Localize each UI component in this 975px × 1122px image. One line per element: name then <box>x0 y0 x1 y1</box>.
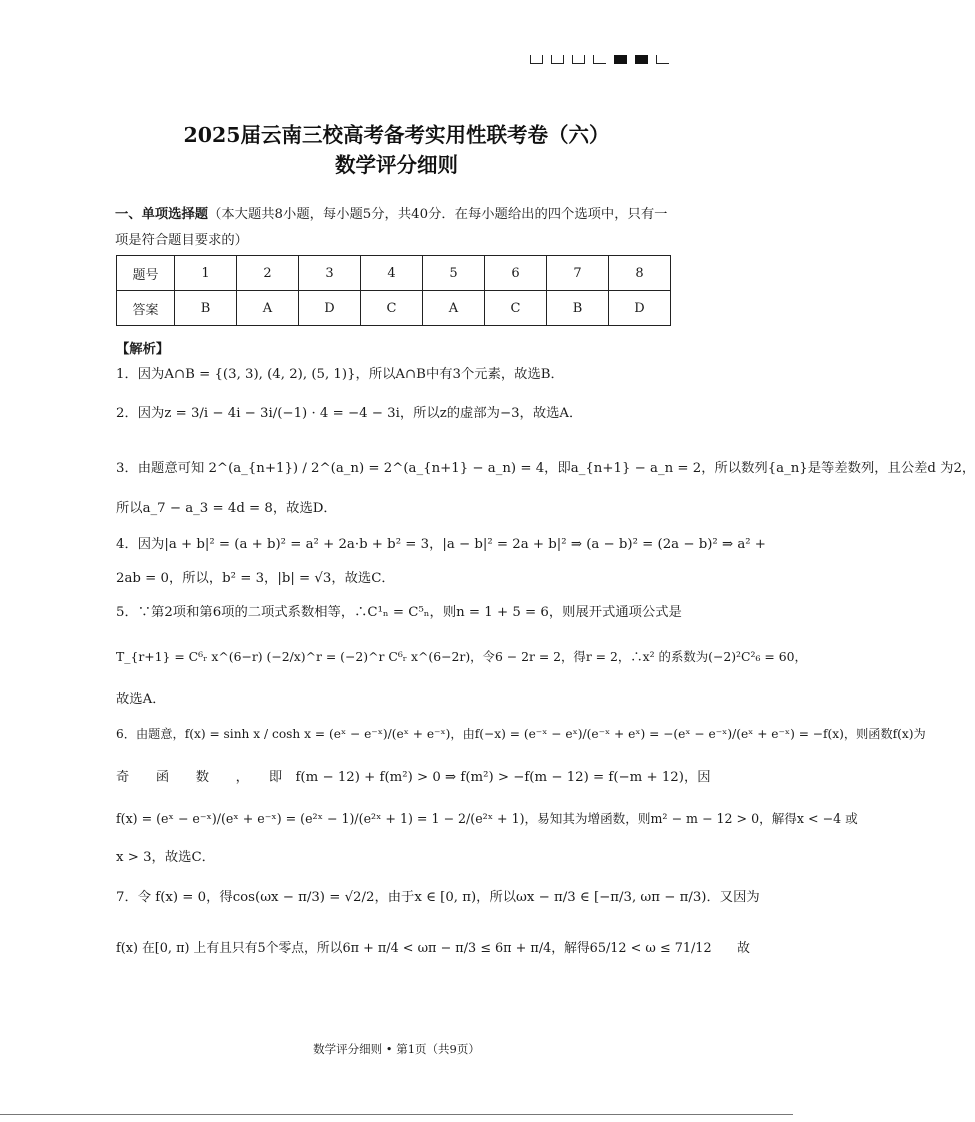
table-cell: 2 <box>237 256 299 291</box>
table-row-answers <box>117 291 671 326</box>
solution-5-line3: 故选A． <box>116 692 166 707</box>
solution-7-line1: 7．令 f(x) = 0，得cos(ωx − π/3) = √2/2，由于x ∈ [0, π)，所以ωx − π/3 ∈ [−π/3, ωπ − π/3)．又因为 <box>116 890 760 905</box>
bottom-divider <box>0 1114 793 1115</box>
mark-open <box>530 55 543 64</box>
table-cell-label: 题号 <box>117 256 175 291</box>
answer-table <box>116 255 671 326</box>
solution-6-line1: 6．由题意，f(x) = sinh x / cosh x = (eˣ − e⁻ˣ)/(eˣ + e⁻ˣ)，由f(−x) = (e⁻ˣ − eˣ)/(e⁻ˣ + eˣ) = −(eˣ − e⁻ˣ)/(eˣ + e⁻ˣ) = −f(x)，则函数f(x)为 <box>116 727 926 741</box>
solution-6-line2: 奇 函 数 ， 即 f(m − 12) + f(m²) > 0 ⇒ f(m²) > −f(m − 12) = f(−m + 12)，因 <box>116 770 711 785</box>
solution-6-line3: f(x) = (eˣ − e⁻ˣ)/(eˣ + e⁻ˣ) = (e²ˣ − 1)/(e²ˣ + 1) = 1 − 2/(e²ˣ + 1)，易知其为增函数，则m² − m − 12 > 0，解得x < −4 或 <box>116 811 858 826</box>
table-cell: 1 <box>175 256 237 291</box>
header-registration-marks <box>530 55 669 64</box>
table-cell: C <box>485 291 547 326</box>
solution-5-line1: 5．∵第2项和第6项的二项式系数相等，∴C¹ₙ = C⁵ₙ，则n = 1 + 5 = 6，则展开式通项公式是 <box>116 605 682 620</box>
solution-4-line1: 4．因为|a + b|² = (a + b)² = a² + 2a·b + b² = 3，|a − b|² = 2a + b|² ⇒ (a − b)² = (2a − b)² ⇒ a² + <box>116 537 766 552</box>
solution-5-line2: T_{r+1} = C⁶ᵣ x^(6−r) (−2/x)^r = (−2)^r C⁶ᵣ x^(6−2r)，令6 − 2r = 2，得r = 2，∴x² 的系数为(−2)²C²₆ = 60， <box>116 649 807 664</box>
mark-open <box>551 55 564 64</box>
table-cell: 6 <box>485 256 547 291</box>
mark-solid <box>614 55 627 64</box>
mark-corner <box>593 55 606 64</box>
solution-6-line4: x > 3，故选C． <box>116 850 215 865</box>
section-description: （本大题共8小题，每小题5分，共40分．在每小题给出的四个选项中，只有一项是符合题目要求的） <box>115 207 668 248</box>
table-cell: D <box>609 291 671 326</box>
table-cell: 8 <box>609 256 671 291</box>
page-footer: 数学评分细则 • 第1页（共9页） <box>313 1042 480 1056</box>
table-cell: D <box>299 291 361 326</box>
table-cell: A <box>423 291 485 326</box>
table-cell-label: 答案 <box>117 291 175 326</box>
table-cell: 3 <box>299 256 361 291</box>
table-cell: 4 <box>361 256 423 291</box>
table-cell: B <box>175 291 237 326</box>
mark-open <box>572 55 585 64</box>
solution-3-line2: 所以a_7 − a_3 = 4d = 8，故选D． <box>116 501 337 516</box>
section-heading: 一、单项选择题 <box>115 207 209 222</box>
table-row-numbers <box>117 256 671 291</box>
mark-corner <box>656 55 669 64</box>
solution-3-line1: 3．由题意可知 2^(a_{n+1}) / 2^(a_n) = 2^(a_{n+1} − a_n) = 4，即a_{n+1} − a_n = 2，所以数列{a_n}是等差数列，且公差d 为2， <box>116 461 975 476</box>
table-cell: 7 <box>547 256 609 291</box>
solution-7-line2: f(x) 在[0, π) 上有且只有5个零点，所以6π + π/4 < ωπ − π/3 ≤ 6π + π/4，解得65/12 < ω ≤ 71/12 故 <box>116 941 750 956</box>
mark-solid <box>635 55 648 64</box>
table-cell: C <box>361 291 423 326</box>
solution-4-line2: 2ab = 0，所以，b² = 3，|b| = √3，故选C． <box>116 571 395 586</box>
section-intro <box>115 202 680 254</box>
analysis-label: 【解析】 <box>116 342 170 357</box>
solution-2: 2．因为z = 3/i − 4i − 3i/(−1) · 4 = −4 − 3i，所以z的虚部为−3，故选A． <box>116 406 583 421</box>
document-title: 2025届云南三校高考备考实用性联考卷（六） <box>183 123 610 147</box>
table-cell: A <box>237 291 299 326</box>
solution-1: 1．因为A∩B = {(3, 3), (4, 2), (5, 1)}，所以A∩B中有3个元素，故选B． <box>116 367 564 382</box>
table-cell: 5 <box>423 256 485 291</box>
document-subtitle: 数学评分细则 <box>335 153 458 177</box>
table-cell: B <box>547 291 609 326</box>
